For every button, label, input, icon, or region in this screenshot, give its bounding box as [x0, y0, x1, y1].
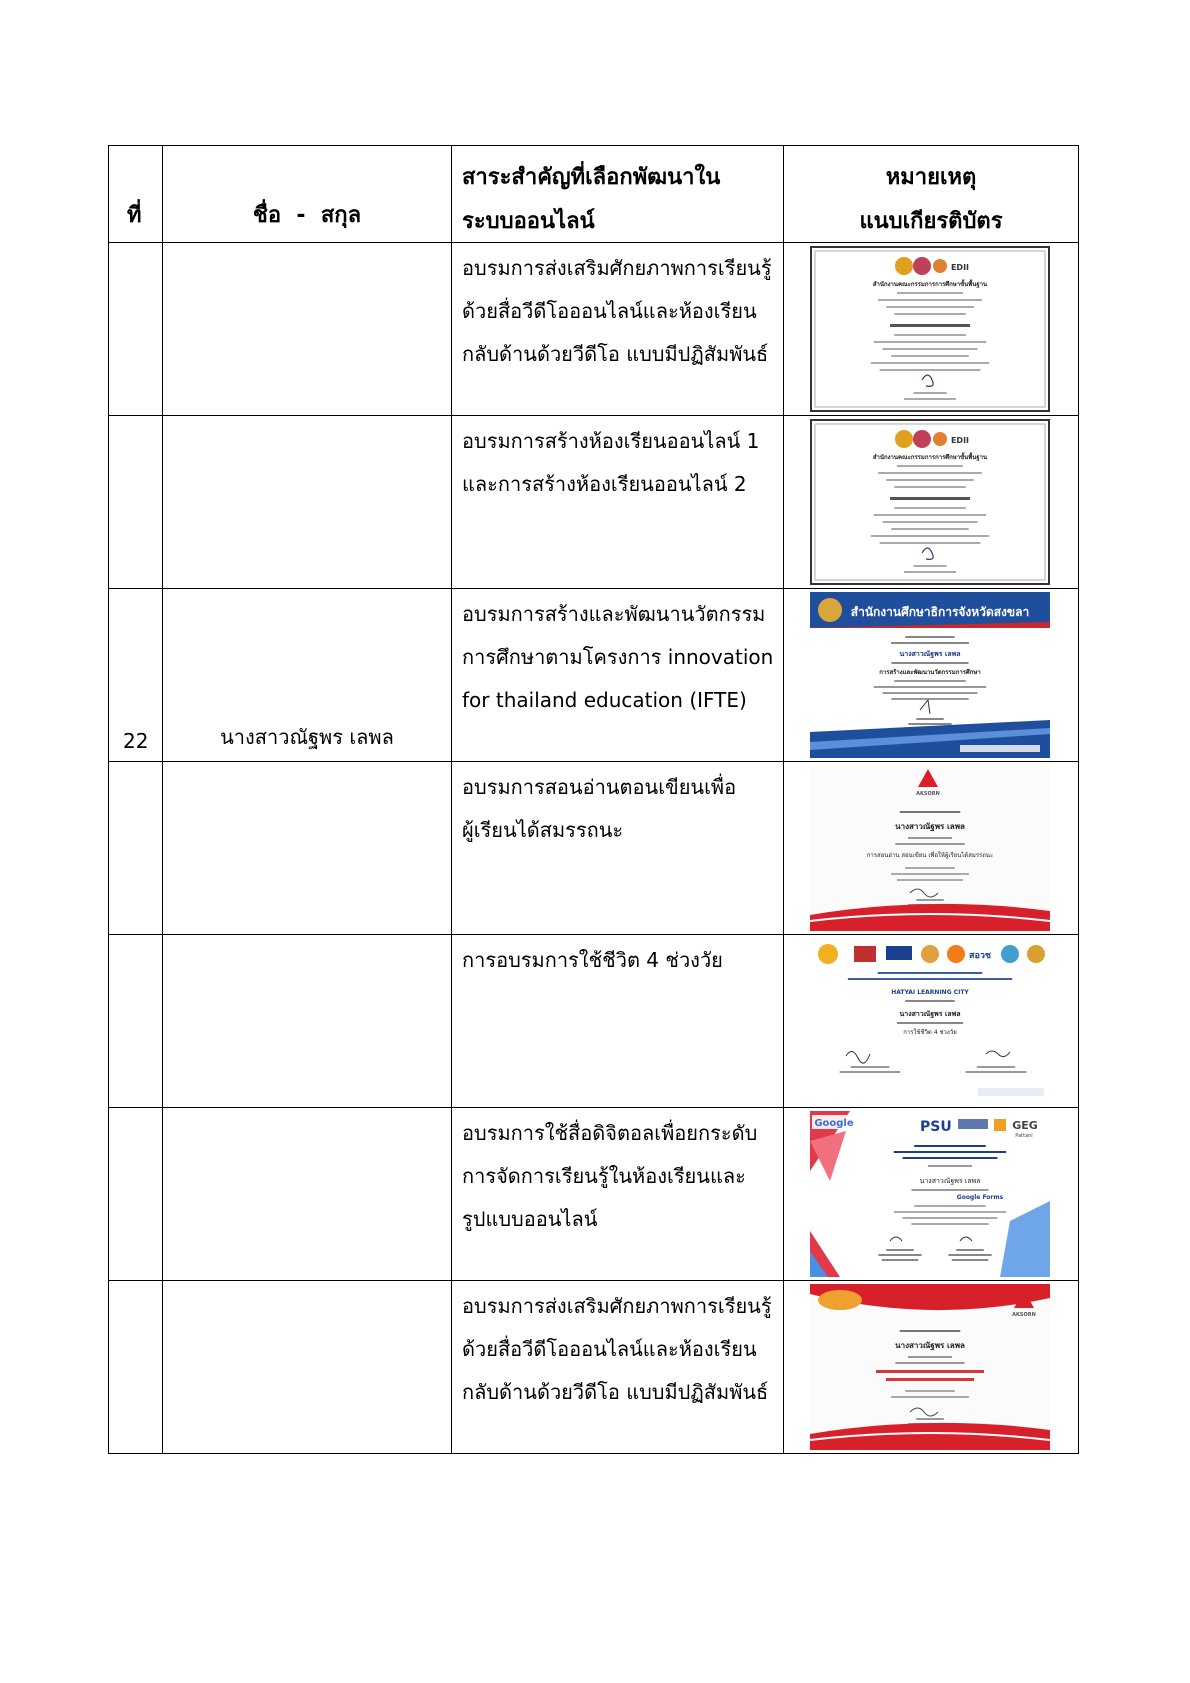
certificate-text: การใช้ชีวิต 4 ช่วงวัย	[903, 1029, 957, 1036]
cell-topic	[452, 935, 784, 1108]
certificate-text: HATYAI LEARNING CITY	[891, 989, 969, 996]
table-row	[109, 243, 1079, 416]
psu-logo: PSU	[920, 1119, 952, 1135]
table-row	[109, 762, 1079, 935]
cell-name	[163, 935, 452, 1108]
certificate-image	[810, 592, 1050, 758]
certificate-text: GEG	[1012, 1119, 1038, 1132]
header-name: ชื่อ - สกุล	[163, 146, 452, 243]
topic-text: อบรมการส่งเสริมศักยภาพการเรียนรู้ ด้วยสื่อวีดีโอออนไลน์และห้องเรียน กลับด้านด้วยวีดีโอ แบบมีปฏิสัมพันธ์	[462, 256, 772, 366]
certificate-text: สำนักงานคณะกรรมการการศึกษาขั้นพื้นฐาน	[872, 454, 988, 461]
certificate-text: นางสาวณัฐพร เลพล	[899, 650, 961, 658]
cell-topic	[452, 243, 784, 416]
topic-text: อบรมการสร้างห้องเรียนออนไลน์ 1 และการสร้างห้องเรียนออนไลน์ 2	[462, 429, 760, 496]
cell-note	[784, 1281, 1079, 1454]
certificate-text: Google	[814, 1118, 854, 1129]
certificate-text: การสร้างและพัฒนานวัตกรรมการศึกษา	[879, 669, 981, 676]
certificate-image	[810, 765, 1050, 931]
cell-name	[163, 243, 452, 416]
cell-note	[784, 1108, 1079, 1281]
certificate-text: สำนักงานศึกษาธิการจังหวัดสงขลา	[850, 605, 1030, 619]
cell-note	[784, 416, 1079, 589]
person-name: นางสาวณัฐพร เลพล	[220, 725, 394, 749]
cell-no	[109, 243, 163, 416]
certificate-text: นางสาวณัฐพร เลพล	[899, 1010, 961, 1018]
topic-text: อบรมการสอนอ่านตอนเขียนเพื่อ ผู้เรียนได้สมรรถนะ	[462, 775, 737, 842]
certificate-text: สำนักงานคณะกรรมการการศึกษาขั้นพื้นฐาน	[872, 281, 988, 288]
cell-name	[163, 1281, 452, 1454]
cell-topic	[452, 589, 784, 762]
cell-name	[163, 762, 452, 935]
table-row	[109, 589, 1079, 762]
certificate-text: สอวช	[968, 951, 992, 961]
certificate-text: Pattani	[1015, 1133, 1033, 1139]
certificate-image	[810, 246, 1050, 412]
header-note: หมายเหตุ แนบเกียรติบัตร	[784, 146, 1079, 243]
certificate-image	[810, 1111, 1050, 1277]
cell-topic	[452, 1108, 784, 1281]
cell-topic	[452, 762, 784, 935]
table-row	[109, 935, 1079, 1108]
cell-note	[784, 589, 1079, 762]
cell-no	[109, 1108, 163, 1281]
certificate-text: AKSORN	[916, 791, 940, 797]
header-no: ที่	[109, 146, 163, 243]
topic-text: อบรมการสร้างและพัฒนานวัตกรรม การศึกษาตามโครงการ innovation for thailand education (IFTE)	[462, 602, 774, 712]
cell-topic	[452, 416, 784, 589]
cell-no	[109, 1281, 163, 1454]
certificate-table	[108, 145, 1079, 1454]
certificate-image	[810, 1284, 1050, 1450]
cell-note	[784, 935, 1079, 1108]
certificate-text: การสอนอ่าน สอนเขียน เพื่อให้ผู้เรียนได้สมรรถนะ	[866, 852, 994, 859]
certificate-text: นางสาวณัฐพร เลพล	[895, 822, 965, 831]
header-topic: สาระสำคัญที่เลือกพัฒนาใน ระบบออนไลน์	[452, 146, 784, 243]
cell-no	[109, 935, 163, 1108]
cell-no	[109, 589, 163, 762]
certificate-image	[810, 419, 1050, 585]
certificate-text: EDII	[950, 263, 970, 272]
topic-text: อบรมการส่งเสริมศักยภาพการเรียนรู้ ด้วยสื่อวีดีโอออนไลน์และห้องเรียน กลับด้านด้วยวีดีโอ แบบมีปฏิสัมพันธ์	[462, 1294, 772, 1404]
certificate-text: นางสาวณัฐพร เลพล	[919, 1177, 981, 1185]
person-no: 22	[123, 729, 149, 753]
certificate-text: AKSORN	[1012, 1312, 1036, 1318]
topic-text: การอบรมการใช้ชีวิต 4 ช่วงวัย	[462, 948, 723, 972]
table-header-row	[109, 146, 1079, 243]
topic-text: อบรมการใช้สื่อดิจิตอลเพื่อยกระดับ การจัดการเรียนรู้ในห้องเรียนและ รูปแบบออนไลน์	[462, 1121, 758, 1231]
cell-name	[163, 589, 452, 762]
cell-note	[784, 762, 1079, 935]
cell-topic	[452, 1281, 784, 1454]
certificate-text: Google Forms	[956, 1194, 1004, 1201]
table-row	[109, 1108, 1079, 1281]
table-row	[109, 416, 1079, 589]
certificate-text: นางสาวณัฐพร เลพล	[895, 1341, 965, 1350]
cell-name	[163, 416, 452, 589]
table-row	[109, 1281, 1079, 1454]
cell-name	[163, 1108, 452, 1281]
cell-note	[784, 243, 1079, 416]
cell-no	[109, 762, 163, 935]
certificate-text: EDII	[950, 436, 970, 445]
cell-no	[109, 416, 163, 589]
certificate-image	[810, 938, 1050, 1104]
